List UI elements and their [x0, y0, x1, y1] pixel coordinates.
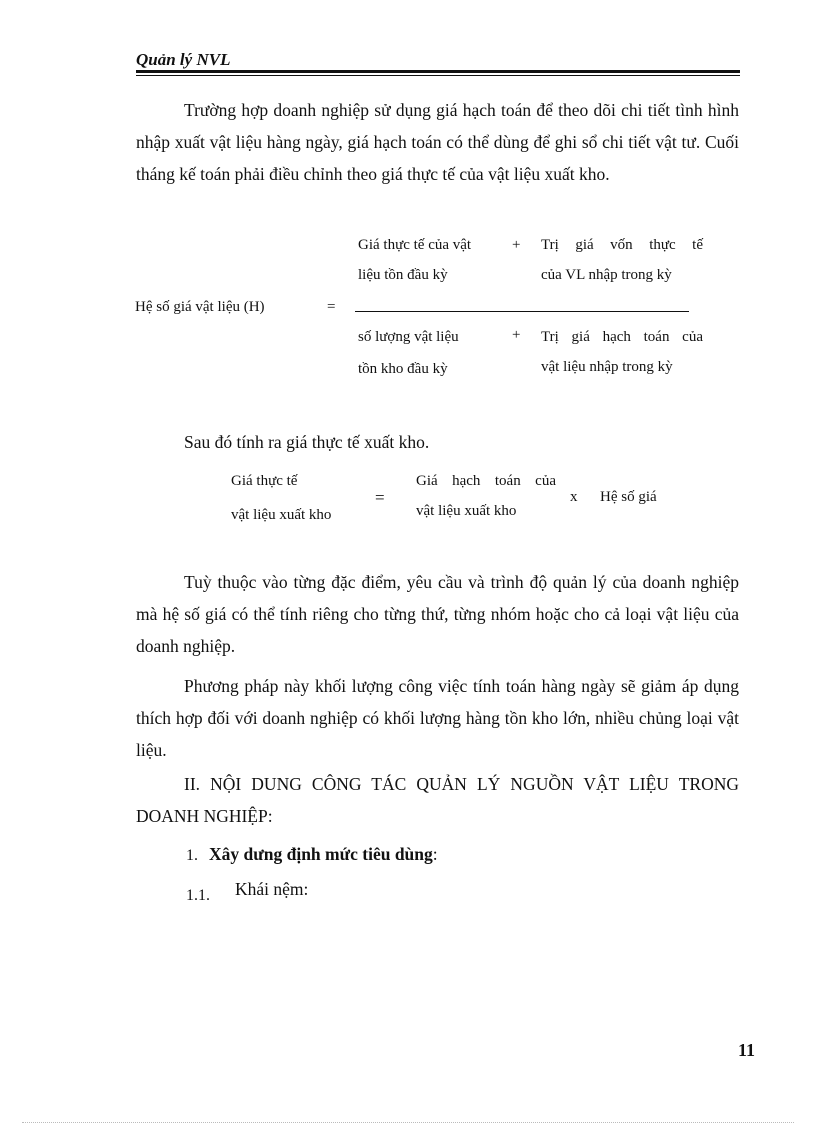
formula2-times: x: [570, 489, 578, 505]
formula2-lhs-line2: vật liệu xuất kho: [231, 507, 332, 523]
paragraph-2: [136, 426, 739, 458]
formula1-equals: =: [327, 299, 336, 315]
heading-1: [209, 843, 438, 865]
heading-1-number: 1.: [186, 847, 198, 864]
formula1-num-term1-line1: Giá thực tế của vật: [358, 237, 472, 253]
header-rule-thin: [136, 75, 740, 76]
section-heading-ii: [136, 768, 739, 832]
formula1-num-term2-line2: của VL nhập trong kỳ: [541, 267, 672, 283]
formula1-den-term2-line1: Trị giá hạch toán của: [541, 329, 703, 345]
formula1-den-term1-line2: tồn kho đầu kỳ: [358, 361, 448, 377]
formula1-fraction-line: [355, 311, 689, 312]
heading-1-text: Xây dưng định mức tiêu dùng: [209, 844, 433, 864]
formula2-rhs-line2: vật liệu xuất kho: [416, 503, 517, 519]
section-heading-ii-text: II. NỘI DUNG CÔNG TÁC QUẢN LÝ NGUỒN VẬT LIỆU TRONG DOANH NGHIỆP:: [136, 774, 739, 826]
document-header-title: Quản lý NVL: [136, 50, 231, 69]
formula2-equals: =: [375, 488, 385, 507]
formula2-rhs-line1: Giá hạch toán của: [416, 473, 556, 489]
formula1-num-term1-line2: liệu tồn đầu kỳ: [358, 267, 448, 283]
formula1-lhs: Hệ số giá vật liệu (H): [135, 299, 265, 315]
paragraph-1: [136, 94, 739, 190]
formula1-den-plus: +: [512, 327, 521, 343]
heading-1-suffix: :: [432, 844, 438, 864]
page-number: 11: [738, 1040, 756, 1060]
heading-1-1-text: Khái nệm:: [235, 879, 309, 899]
heading-1-1-number: 1.1.: [186, 887, 210, 904]
formula1-den-term1-line1: số lượng vật liệu: [358, 329, 459, 345]
paragraph-3: [136, 566, 739, 662]
paragraph-3-text: Tuỳ thuộc vào từng đặc điểm, yêu cầu và trình độ quản lý của doanh nghiệp mà hệ số giá có thể tính riêng cho từng thứ, từng nhóm hoặc cho cả loại vật liệu của doanh nghiệp.: [136, 572, 739, 656]
formula2-factor: Hệ số giá: [600, 489, 657, 505]
paragraph-2-text: Sau đó tính ra giá thực tế xuất kho.: [184, 432, 430, 452]
formula1-den-term2-line2: vật liệu nhập trong kỳ: [541, 359, 673, 375]
paragraph-4: [136, 670, 739, 766]
formula1-num-plus: +: [512, 237, 521, 253]
formula1-num-term2-line1: Trị giá vốn thực tế: [541, 237, 703, 253]
header-rule-thick: [136, 70, 740, 73]
paragraph-4-text: Phương pháp này khối lượng công việc tính toán hàng ngày sẽ giảm áp dụng thích hợp đối với doanh nghiệp có khối lượng hàng tồn kho lớn, nhiều chủng loại vật liệu.: [136, 676, 739, 760]
paragraph-1-text: Trường hợp doanh nghiệp sử dụng giá hạch toán để theo dõi chi tiết tình hình nhập xuất vật liệu hàng ngày, giá hạch toán có thể dùng để ghi sổ chi tiết vật tư. Cuối tháng kế toán phải điều chỉnh theo giá thực tế của vật liệu xuất kho.: [136, 100, 739, 184]
formula2-lhs-line1: Giá thực tế: [231, 473, 298, 489]
